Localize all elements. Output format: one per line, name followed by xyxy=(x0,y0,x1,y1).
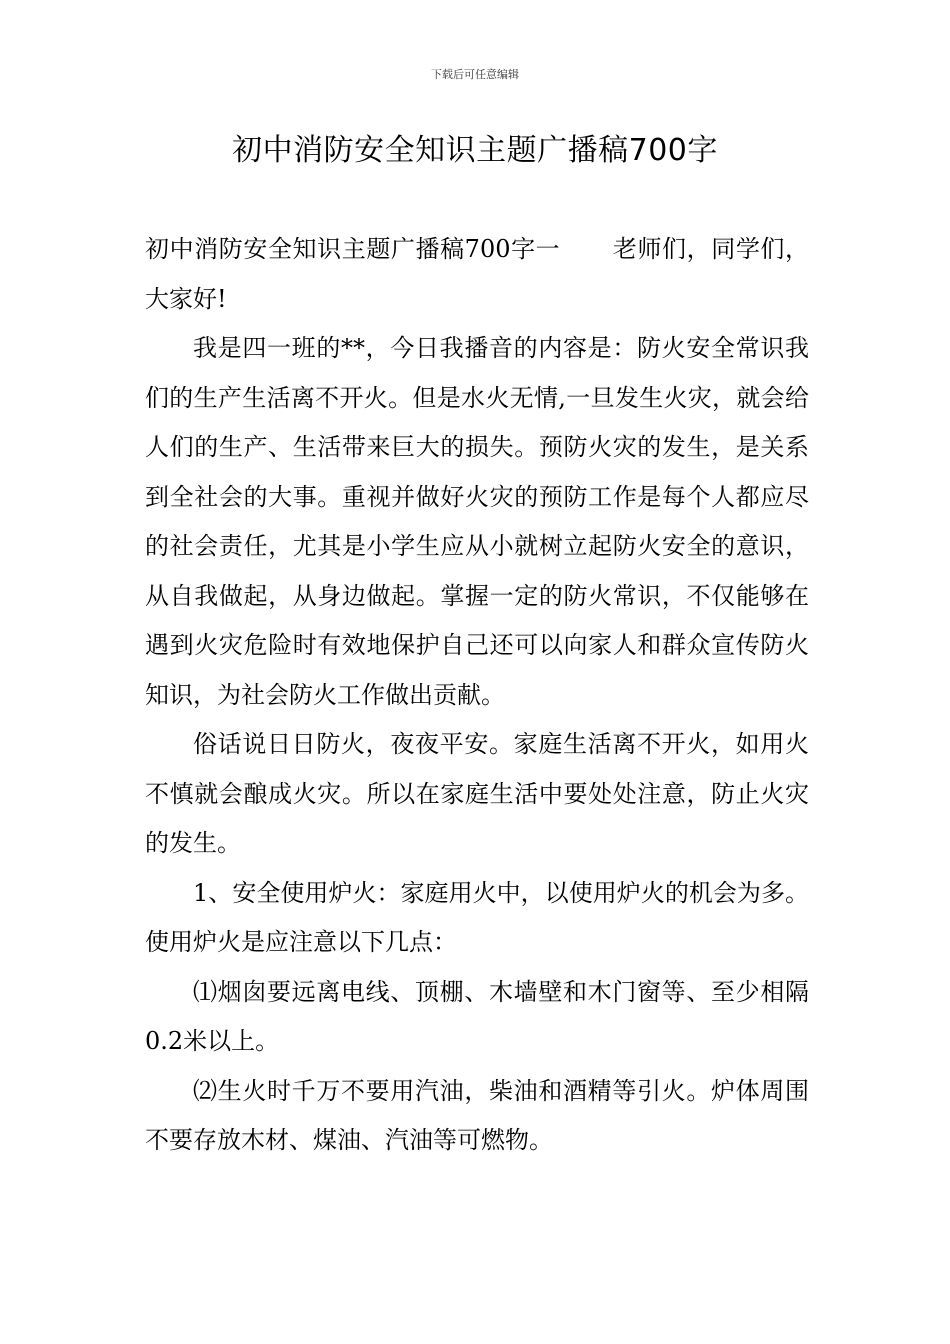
intro-greeting: 老师们，同学们，大家好! xyxy=(145,235,810,313)
paragraph-saying: 俗话说日日防火，夜夜平安。家庭生活离不开火，如用火不慎就会酿成火灾。所以在家庭生活中要处处注意，防止火灾的发生。 xyxy=(145,730,809,857)
header-note: 下载后可任意编辑 xyxy=(431,68,519,81)
intro-paragraph xyxy=(145,225,809,324)
paragraph-point-1: 1、安全使用炉火：家庭用火中，以使用炉火的机会为多。使用炉火是应注意以下几点： xyxy=(145,878,809,956)
paragraph-subpoint-1: ⑴烟囱要远离电线、顶棚、木墙壁和木门窗等、至少相隔0.2米以上。 xyxy=(145,977,809,1055)
paragraph-broadcast-intro: 我是四一班的**，今日我播音的内容是：防火安全常识我们的生产生活离不开火。但是水火无情,一旦发生火灾，就会给人们的生产、生活带来巨大的损失。预防火灾的发生，是关系到全社会的大事。重视并做好火灾的预防工作是每个人都应尽的社会责任，尤其是小学生应从小就树立起防火安全的意识，从自我做起，从身边做起。掌握一定的防火常识，不仅能够在遇到火灾危险时有效地保护自己还可以向家人和群众宣传防火知识，为社会防火工作做出贡献。 xyxy=(145,334,809,709)
paragraph-subpoint-2: ⑵生火时千万不要用汽油，柴油和酒精等引火。炉体周围不要存放木材、煤油、汽油等可燃物。 xyxy=(145,1076,809,1154)
document-title: 初中消防安全知识主题广播稿700字 xyxy=(232,133,718,168)
intro-heading: 初中消防安全知识主题广播稿700字一 xyxy=(145,235,561,263)
document-body xyxy=(145,225,809,1166)
